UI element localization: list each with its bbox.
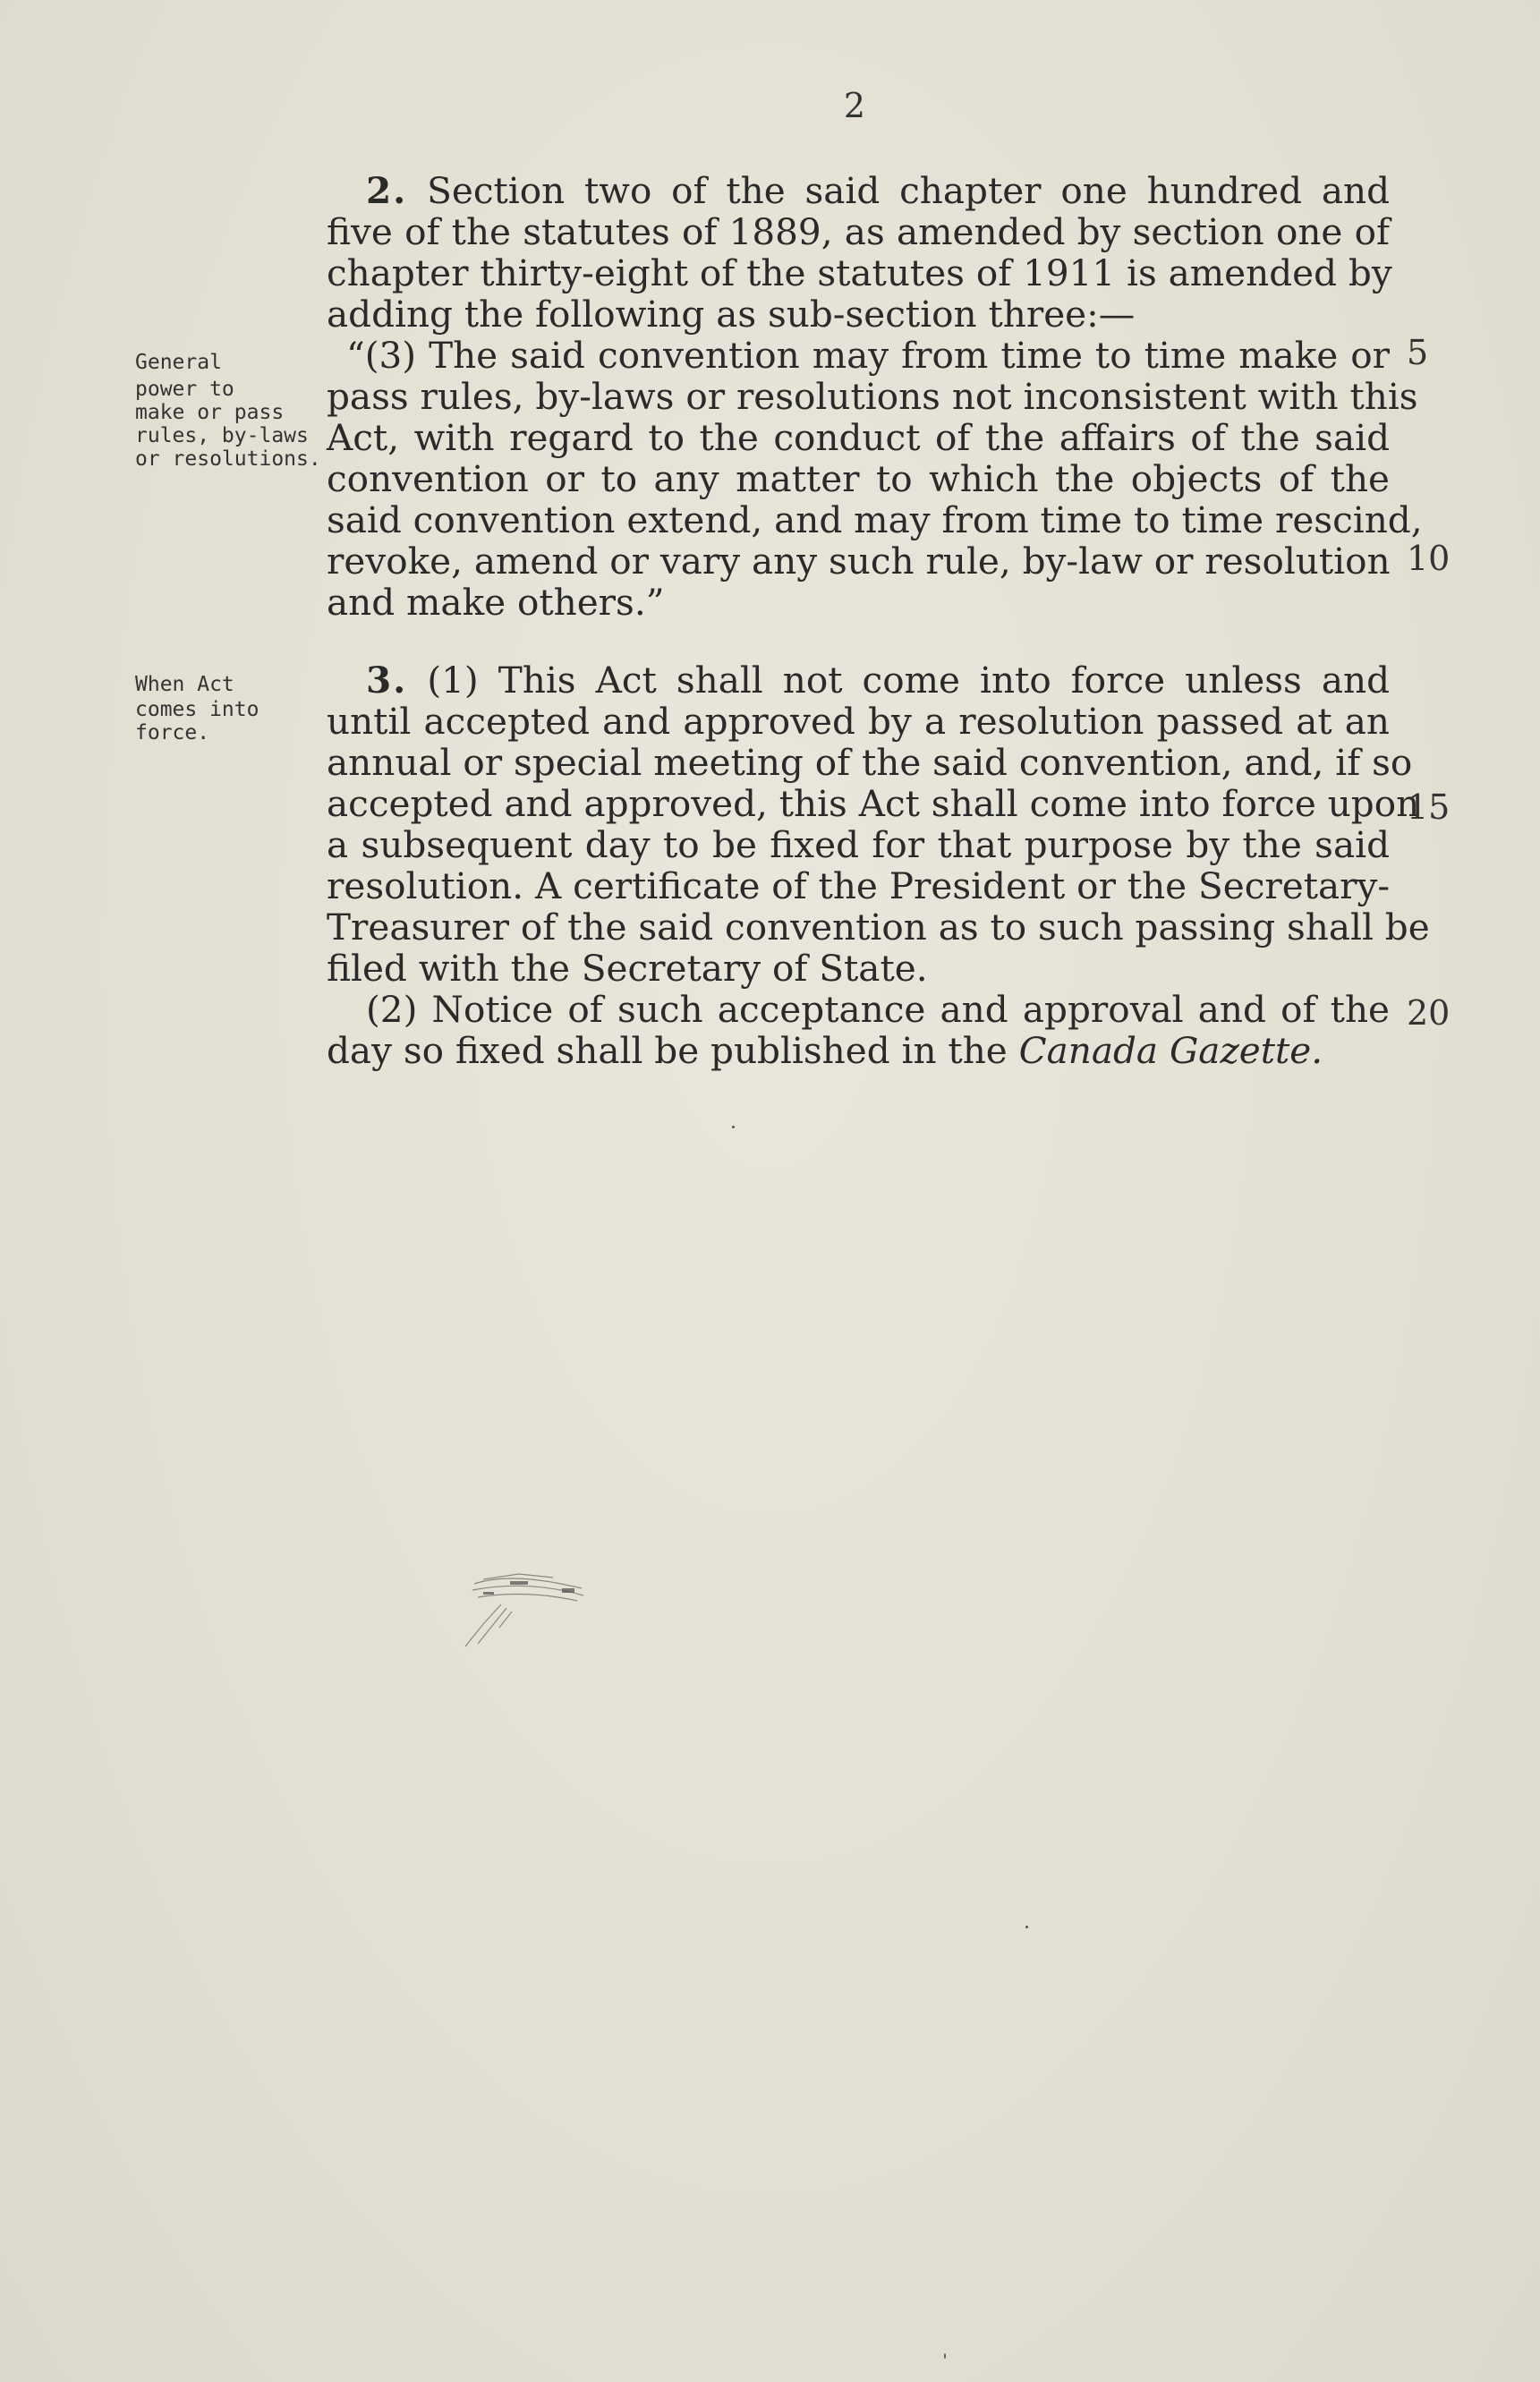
text-line: filed with the Secretary of State. <box>327 947 928 990</box>
text-line: Act, with regard to the conduct of the affairs of the said <box>327 416 1390 459</box>
text-line: a subsequent day to be fixed for that purpose by the said <box>327 823 1390 866</box>
text-line: adding the following as sub-section three:— <box>327 293 1136 336</box>
paper-speck <box>944 2353 946 2359</box>
text-line-content: day so fixed shall be published in the <box>327 1029 1019 1072</box>
text-line: resolution. A certificate of the President or the Secretary- <box>327 864 1391 907</box>
line-number: 20 <box>1407 993 1451 1033</box>
line-number: 10 <box>1407 539 1451 578</box>
text-line-content: Section two of the said chapter one hundred and <box>427 169 1391 212</box>
margin-note-line: rules, by-laws <box>135 424 309 447</box>
text-line-content: “(3) The said convention may from time to time make or <box>346 334 1390 377</box>
text-line: annual or special meeting of the said convention, and, if so <box>327 741 1413 784</box>
text-line <box>327 1030 1390 1071</box>
paper-speck <box>1025 1926 1028 1928</box>
text-line <box>327 335 1390 376</box>
margin-note-line: When Act <box>135 673 234 696</box>
text-line-content: (1) This Act shall not come into force unless and <box>427 659 1391 702</box>
text-line: and make others.” <box>327 581 665 624</box>
margin-note-line: General <box>135 351 222 374</box>
section-number: 2. <box>366 169 408 212</box>
section-2 <box>327 169 1423 624</box>
margin-note-line: or resolutions. <box>135 447 321 471</box>
text-line <box>327 170 1390 211</box>
text-line: convention or to any matter to which the objects of the <box>327 457 1390 500</box>
margin-note-line: power to <box>135 378 234 401</box>
text-line: chapter thirty-eight of the statutes of 1911 is amended by <box>327 251 1392 294</box>
text-line-content: (2) Notice of such acceptance and approval and of the <box>366 988 1390 1031</box>
margin-note-general-power <box>135 351 323 471</box>
gazette-title: Canada Gazette. <box>1018 1029 1323 1072</box>
page-number: 2 <box>843 86 866 125</box>
ink-smudge <box>447 1561 591 1660</box>
text-line: said convention extend, and may from time to time rescind, <box>327 498 1423 541</box>
line-number: 5 <box>1407 333 1429 372</box>
text-line: until accepted and approved by a resolution passed at an <box>327 700 1390 743</box>
text-line <box>327 989 1390 1030</box>
section-number: 3. <box>366 659 408 702</box>
text-line: Treasurer of the said convention as to such passing shall be <box>327 906 1430 949</box>
text-line: revoke, amend or vary any such rule, by-law or resolution <box>327 540 1391 583</box>
text-line: accepted and approved, this Act shall come into force upon <box>327 782 1420 825</box>
text-line: five of the statutes of 1889, as amended by section one of <box>327 210 1390 253</box>
margin-note-line: force. <box>135 721 210 744</box>
text-line <box>327 659 1390 701</box>
text-line: pass rules, by-laws or resolutions not inconsistent with this <box>327 375 1418 418</box>
margin-note-line: comes into <box>135 698 260 721</box>
margin-note-line: make or pass <box>135 401 285 424</box>
line-number: 15 <box>1407 787 1451 827</box>
margin-note-when-act <box>135 673 323 744</box>
paper-speck <box>732 1126 735 1128</box>
